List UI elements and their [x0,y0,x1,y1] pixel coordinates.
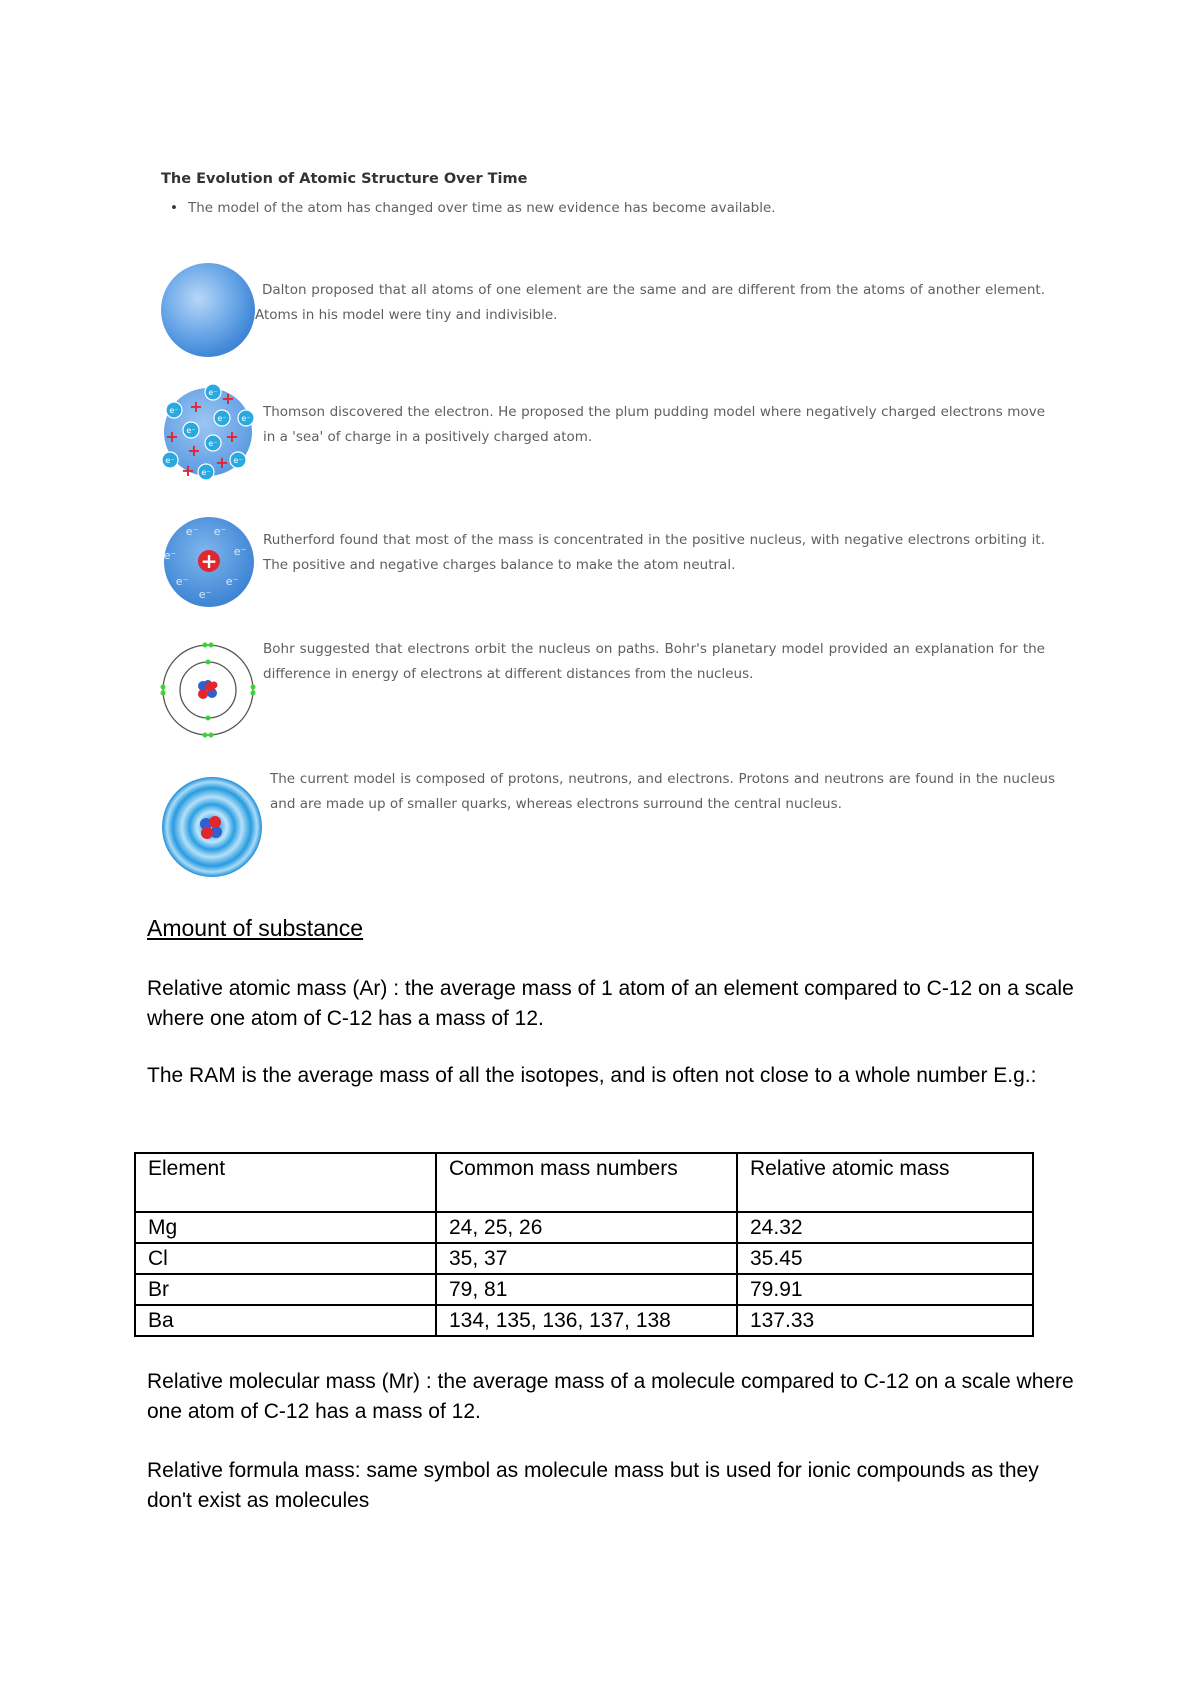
evolution-bullet: • The model of the atom has changed over time as new evidence has become available. [188,200,776,216]
table-cell: 79.91 [737,1274,1033,1305]
electron-label: e⁻ [169,406,179,415]
table-cell: 24, 25, 26 [436,1212,737,1243]
table-cell: Ba [135,1305,436,1336]
electron-label: e⁻ [233,456,243,465]
rmm-definition: Relative molecular mass (Mr) : the average mass of a molecule compared to C-12 on a scale where one atom of C-12 has a mass of 12. [147,1370,1074,1423]
electron-label: e⁻ [165,456,175,465]
current-model-image [160,775,264,879]
table-row [135,1212,1033,1243]
dalton-text: Dalton proposed that all atoms of one element are the same and are different from the atoms of another element. Atoms in his model were tiny and indivisible. [255,282,1045,323]
electron-label: e⁻ [201,468,211,477]
electron-label: e⁻ [241,414,251,423]
current-text: The current model is composed of protons, neutrons, and electrons. Protons and neutrons are found in the nucleus and are made up of smaller quarks, whereas electrons surround the central nucleus. [270,771,1055,812]
table-cell: 137.33 [737,1305,1033,1336]
table-header-cell: Common mass numbers [436,1153,737,1212]
proton-plus: + [165,427,179,446]
rutherford-model-image [160,515,258,610]
electron-label: e⁻ [208,388,218,397]
table-cell: 134, 135, 136, 137, 138 [436,1305,737,1336]
table-cell: 79, 81 [436,1274,737,1305]
proton-plus: + [225,427,239,446]
nucleus-plus: + [200,549,218,573]
electron-label: e⁻ [198,588,212,601]
electron-label: e⁻ [225,575,239,588]
table-cell: Cl [135,1243,436,1274]
rutherford-text: Rutherford found that most of the mass is concentrated in the positive nucleus, with negative electrons orbiting it. The positive and negative charges balance to make the atom neutral. [263,532,1045,573]
table-row [135,1243,1033,1274]
table-cell: 35, 37 [436,1243,737,1274]
table-header-cell: Relative atomic mass [737,1153,1033,1212]
electron-label: e⁻ [163,549,177,562]
electron-label: e⁻ [186,426,196,435]
section-heading: Amount of substance [147,915,364,941]
table-row [135,1305,1033,1336]
isotope-table [134,1152,1034,1337]
dalton-model-image [158,260,258,360]
table-cell: Br [135,1274,436,1305]
electron-label: e⁻ [217,414,227,423]
proton-plus: + [189,397,203,416]
electron-label: e⁻ [233,545,247,558]
proton-plus: + [187,441,201,460]
evolution-title: The Evolution of Atomic Structure Over Time [161,171,528,187]
bohr-text: Bohr suggested that electrons orbit the nucleus on paths. Bohr's planetary model provided an explanation for the difference in energy of electrons at different distances from the nucleus. [263,641,1045,682]
electron-label: e⁻ [208,439,218,448]
thomson-text: Thomson discovered the electron. He proposed the plum pudding model where negatively charged electrons move in a 'sea' of charge in a positively charged atom. [263,404,1045,445]
table-row [135,1274,1033,1305]
proton-plus: + [215,453,229,472]
thomson-model-image [158,380,258,485]
proton-plus: + [221,389,235,408]
proton-plus: + [181,461,195,480]
electron-label: e⁻ [213,525,227,538]
table-cell: Mg [135,1212,436,1243]
table-header-row [135,1153,1033,1212]
ram-note: The RAM is the average mass of all the isotopes, and is often not close to a whole number E.g.: [147,1064,1037,1087]
bohr-model-image [158,640,258,740]
rfm-definition: Relative formula mass: same symbol as molecule mass but is used for ionic compounds as they don't exist as molecules [147,1459,1039,1512]
ram-definition: Relative atomic mass (Ar) : the average mass of 1 atom of an element compared to C-12 on a scale where one atom of C-12 has a mass of 12. [147,977,1074,1030]
electron-label: e⁻ [185,525,199,538]
table-header-cell: Element [135,1153,436,1212]
electron-label: e⁻ [175,575,189,588]
table-cell: 24.32 [737,1212,1033,1243]
table-cell: 35.45 [737,1243,1033,1274]
